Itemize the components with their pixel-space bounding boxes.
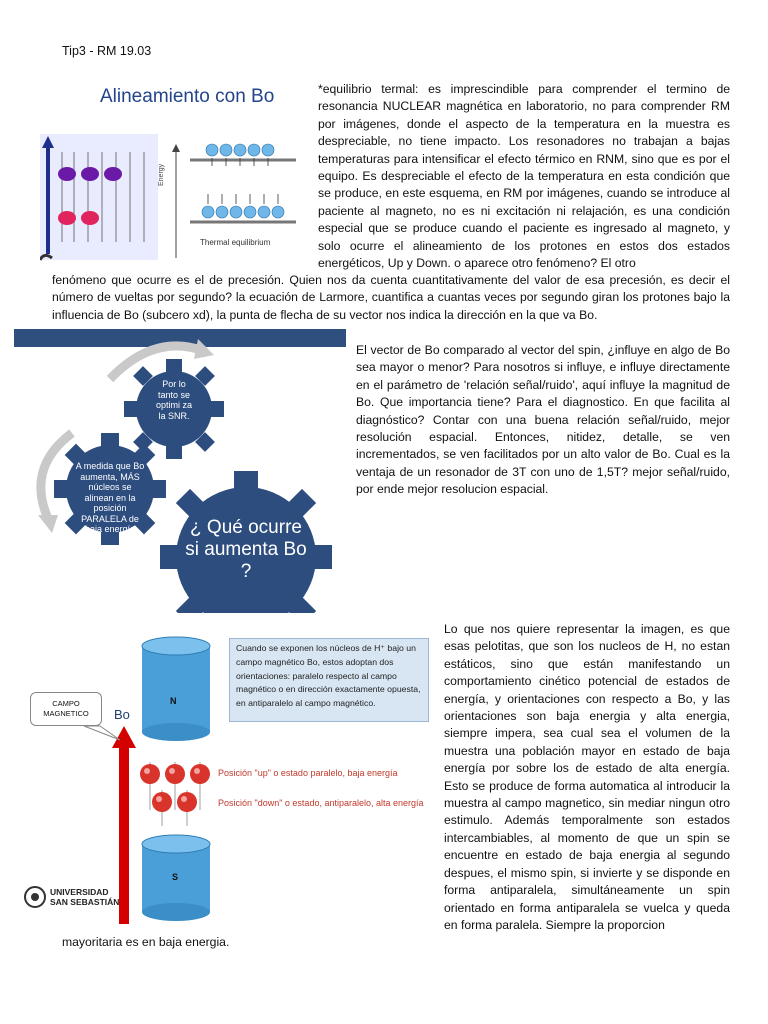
- bo-arrow: [119, 746, 129, 924]
- north-label: N: [170, 696, 177, 706]
- logo-line1: UNIVERSIDAD: [50, 887, 109, 897]
- gear-left-text: A medida que Bo aumenta, MÁS núcleos se alinean en la posición PARALELA de baja energía: [75, 461, 145, 534]
- paragraph-thermal-equilibrium: *equilibrio termal: es imprescindible para comprender el termino de resonancia NUCLEAR magnética en laboratorio, no para comprender RM por imágenes, donde el aspecto de la temperatura en la muestra es despreciable, no tiene impacto. Los resonadores no trabajan a bajas temperaturas para intensificar el efecto térmico en RNM, sino que es por el equipo. Es despreciable el efecto de la temperatura en esta condición que se produce, en este esquema, en RM por imágenes, cuando se introduce al paciente al magneto, no es ni excitación ni relajación, es una condición especial que se produce cuando el paciente es ingresado al magneto, y solo ocurre el alineamiento de los protones en estos dos estados energéticos, Up y Down. o aparece otro fenómeno? El otro: [318, 82, 730, 271]
- figure-caption: Thermal equilibrium: [200, 238, 271, 247]
- paragraph-majority: mayoritaria es en baja energia.: [62, 935, 230, 949]
- purple-spin: [58, 167, 76, 181]
- page-header: Tip3 - RM 19.03: [62, 44, 152, 58]
- gears-figure: [14, 329, 346, 613]
- paragraph-precession: fenómeno que ocurre es el de precesión. Quien nos da cuenta cuantitativamente del valor de esa precesión, es decir el número de vueltas por segundo? la ecuación de Larmore, cuantifica a cuantas veces por segundo giran los protones bajo la influencia de Bo (subcero xd), la punta de flecha de su vector nos indica la dirección en la que va Bo.: [52, 273, 730, 322]
- alignment-diagram: [40, 82, 302, 264]
- paragraph-bo-snr: El vector de Bo comparado al vector del spin, ¿influye en algo de Bo sea mayor o menor? Para nosotros si influye, e influye directamente en el parámetro de 'relación señal/ruido', aquí influye la magnitud de Bo. Que importancia tiene? Para el diagnostico. En que facilita al diagnóstico? Contar con una buena relación señal/ruido, mejor resolución espacial. Entonces, nitidez, detalle, se ven incrementados, se ven facilitados por un alto valor de Bo. Cual es la ventaja de un resonador de 3T con uno de 1,5T? mejor señal/ruido, por ende mejor resolucion espacial.: [356, 343, 730, 497]
- alignment-figure: [40, 82, 302, 264]
- north-cylinder: [142, 646, 210, 732]
- label-down: Posición "down" o estado, antiparalelo, alta energía: [218, 798, 424, 808]
- campo-magnetico-callout: CAMPO MAGNETICO: [30, 692, 102, 726]
- figure-title: Alineamiento con Bo: [100, 86, 275, 107]
- magnet-figure: [24, 634, 438, 924]
- gear-big-text: ¿ Qué ocurre si aumenta Bo ?: [185, 517, 307, 582]
- bo-label: Bo: [114, 707, 130, 722]
- red-spin: [58, 211, 76, 225]
- energy-axis-label: Energy: [158, 163, 165, 186]
- info-box: Cuando se exponen los núcleos de H⁺ bajo un campo magnético Bo, estos adoptan dos orientaciones: paralelo respecto al campo magnético o en dirección exactamente opuesta, en antiparalelo al campo magnético.: [229, 638, 429, 722]
- south-label: S: [172, 872, 179, 882]
- logo-line2: SAN SEBASTIÁN: [50, 897, 120, 907]
- label-up: Posición "up" o estado paralelo, baja energía: [218, 768, 398, 778]
- paragraph-nuclei-states: Lo que nos quiere representar la imagen, es que esas pelotitas, que son los nucleos de H, no estan estáticos, sino que están manifestando un comportamiento cinético potencial de estados de energía, y orientaciones con respecto a Bo, y las orientaciones son baja energia y alta energia, siempre impera, sea cual sea el volumen de la muestra una población mayor en estado de baja energía por sobre los de estado de alta energía. Esto se produce de forma automatica al introducir la muestra al campo magnetico, sin mediar ningun otro estimulo. Además temporalmente son estados intercambiables, al momento de que un spin se encuentre en estado de baja energia al segundo despues, el mismo spin, si invierte y se disponde en forma antiparalela, simultáneamente un spin orientado en forma antiparalela se vuelca y queda en forma paralela. Siempre la proporcion: [444, 622, 730, 932]
- gear-top-text: Por lo tanto se optimi za la SNR.: [155, 379, 192, 421]
